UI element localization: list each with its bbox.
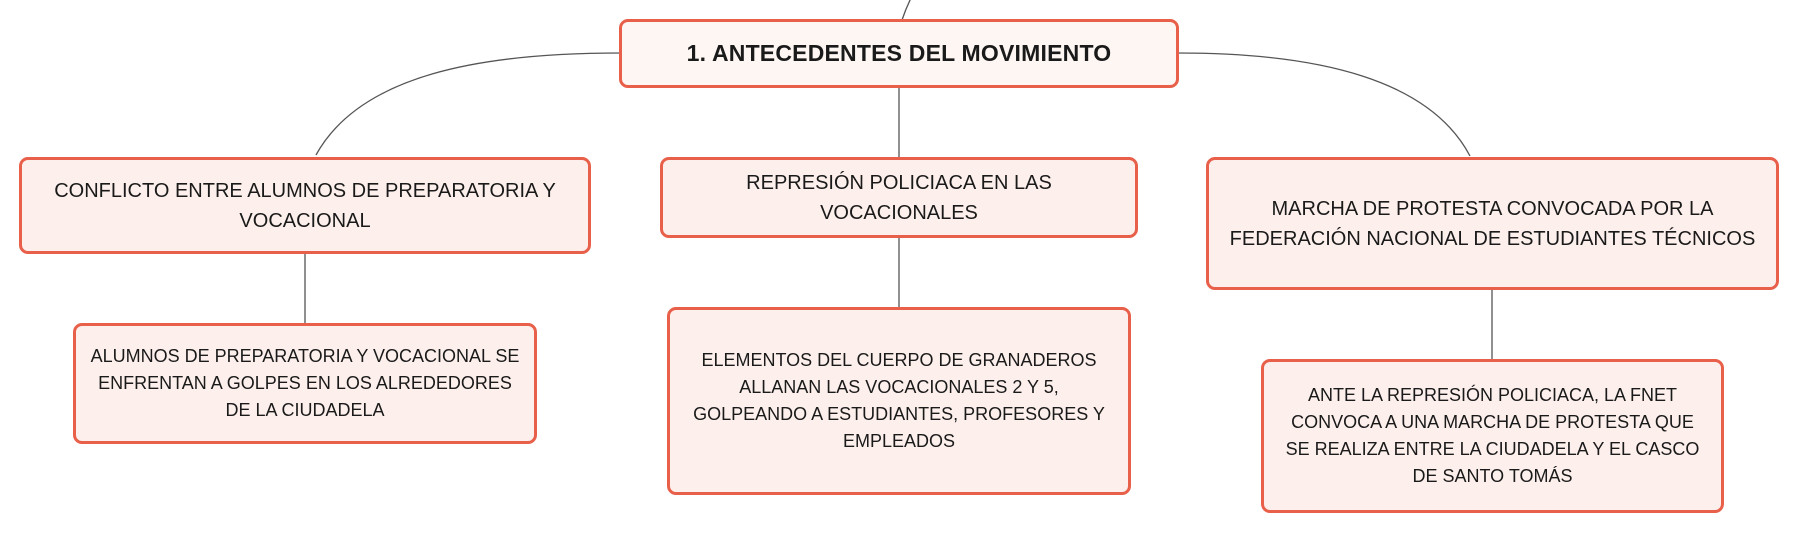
subtopic-alumnos-enfrentan[interactable]: [73, 323, 537, 444]
branch-topic-label: MARCHA DE PROTESTA CONVOCADA POR LA FEDERACIÓN NACIONAL DE ESTUDIANTES TÉCNICOS: [1229, 197, 1756, 250]
subtopic-label: ANTE LA REPRESIÓN POLICIACA, LA FNET CONVOCA A UNA MARCHA DE PROTESTA QUE SE REALIZA ENTRE LA CIUDADELA Y EL CASCO DE SANTO TOMÁS: [1285, 385, 1700, 486]
connector-parent-link: [902, 0, 912, 20]
subtopic-label: ALUMNOS DE PREPARATORIA Y VOCACIONAL SE ENFRENTAN A GOLPES EN LOS ALREDEDORES DE LA CIUDADELA: [90, 346, 520, 420]
subtopic-granaderos-allanan[interactable]: [667, 307, 1131, 495]
subtopic-label: ELEMENTOS DEL CUERPO DE GRANADEROS ALLANAN LAS VOCACIONALES 2 Y 5, GOLPEANDO A ESTUDIANTES, PROFESORES Y EMPLEADOS: [693, 350, 1105, 451]
branch-topic-conflicto[interactable]: [19, 157, 591, 254]
branch-topic-label: CONFLICTO ENTRE ALUMNOS DE PREPARATORIA Y VOCACIONAL: [54, 179, 556, 232]
branch-topic-marcha[interactable]: [1206, 157, 1779, 290]
subtopic-fnet-convoca[interactable]: [1261, 359, 1724, 513]
branch-topic-represion[interactable]: [660, 157, 1138, 238]
root-topic-label: 1. ANTECEDENTES DEL MOVIMIENTO: [686, 40, 1112, 66]
root-topic[interactable]: [619, 19, 1179, 88]
connector-root-to-branch-3: [1178, 53, 1470, 156]
connector-root-to-branch-1: [316, 53, 620, 155]
branch-topic-label: REPRESIÓN POLICIACA EN LAS VOCACIONALES: [746, 171, 1052, 224]
